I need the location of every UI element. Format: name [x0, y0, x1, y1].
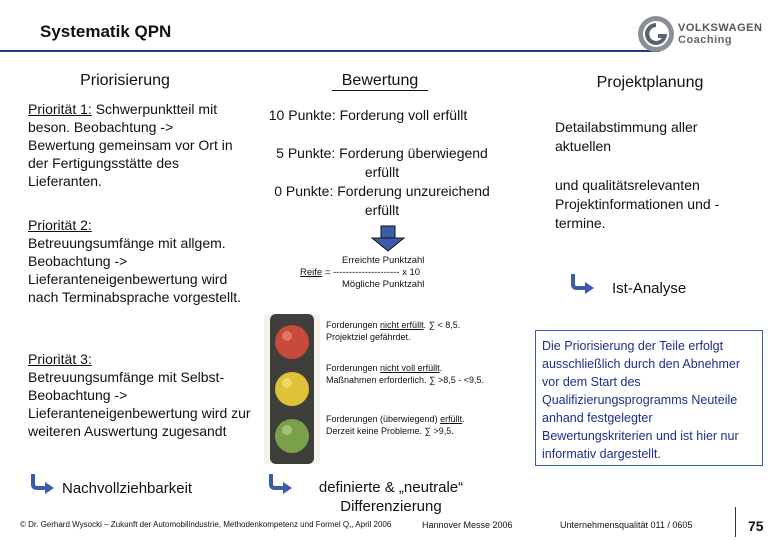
page-number: 75 — [748, 518, 764, 534]
priority-3-text: Lieferanteneigenbewertung wird zur weiteren Auswertung zugesandt — [28, 405, 251, 439]
formula-fraction-line: = --------------------- — [324, 267, 400, 278]
column-head-priorisierung-text: Priorisierung — [80, 72, 170, 89]
column-head-priorisierung — [40, 72, 210, 90]
logo-line-1: VOLKSWAGEN — [678, 22, 763, 34]
light-red-note: Projektziel gefährdet. — [326, 332, 411, 342]
logo-line-2: Coaching — [678, 34, 733, 46]
light-yellow-period: . — [439, 363, 443, 373]
down-arrow-icon — [368, 224, 408, 252]
priority-1-text: Bewertung gemeinsam vor Ort in der Fertigungsstätte des Lieferanten. — [28, 137, 233, 189]
column-head-projektplanung — [560, 74, 740, 92]
formula-denominator: Mögliche Punktzahl — [342, 279, 425, 290]
footer-author: © Dr. Gerhard Wysocki – Zukunft der Automobilindustrie, Methodenkompetenz und Formel Q,, April 2006 — [20, 520, 392, 529]
priority-3-title: Priorität 3: — [28, 351, 92, 367]
label-nachvollziehbarkeit: Nachvollziehbarkeit — [62, 480, 193, 497]
formula-label: Reife — [300, 267, 323, 278]
planning-text-1: Detailabstimmung aller aktuellen — [555, 119, 698, 154]
title-divider — [0, 50, 660, 52]
footer-divider — [735, 507, 736, 537]
priority-2-heading: Betreuungsumfänge mit allgem. Beobachtung -> — [28, 235, 226, 269]
bent-arrow-icon — [30, 472, 56, 494]
label-ist-analyse: Ist-Analyse — [612, 280, 687, 297]
points-10: 10 Punkte: Forderung voll erfüllt — [268, 107, 468, 123]
vw-coaching-logo-icon — [636, 14, 676, 54]
column-head-bewertung-text: Bewertung — [332, 72, 429, 91]
priority-2-text: Lieferanteneigenbewertung wird nach Terminabsprache vorgestellt. — [28, 271, 241, 305]
light-red-prefix: Forderungen — [326, 320, 381, 330]
logo-wordmark — [678, 22, 762, 46]
traffic-light-icon — [264, 314, 320, 464]
light-yellow-prefix: Forderungen — [326, 363, 381, 373]
priority-1-heading: Schwerpunktteil mit beson. Beobachtung -> — [28, 101, 218, 135]
column-head-projektplanung-text: Projektplanung — [596, 74, 704, 91]
light-yellow-status: nicht voll erfüllt — [380, 363, 440, 373]
priority-2-title: Priorität 2: — [28, 217, 92, 233]
points-0: 0 Punkte: Forderung unzureichend erfüllt — [274, 183, 490, 218]
priority-2-block — [28, 216, 253, 306]
formula-numerator: Erreichte Punktzahl — [342, 255, 425, 266]
footer-event: Hannover Messe 2006 — [422, 520, 513, 530]
light-red-status: nicht erfüllt — [380, 320, 424, 330]
bent-arrow-icon — [268, 472, 294, 494]
light-green-period: . — [462, 414, 465, 424]
priority-1-block — [28, 100, 253, 190]
priority-3-block — [28, 350, 253, 440]
light-green-prefix: Forderungen (überwiegend) — [326, 414, 441, 424]
label-differenzierung: definierte & „neutrale“ Differenzierung — [318, 479, 464, 515]
points-5: 5 Punkte: Forderung überwiegend erfüllt — [276, 145, 488, 180]
page-title: Systematik QPN — [40, 22, 172, 41]
light-yellow-text — [326, 362, 536, 386]
priority-3-heading: Betreuungsumfänge mit Selbst-Beobachtung -> — [28, 369, 225, 403]
formula-multiplier: x 10 — [402, 267, 421, 278]
light-green-status: erfüllt — [440, 414, 463, 424]
light-yellow-note: Maßnahmen erforderlich. ∑ >8,5 - <9,5. — [326, 375, 484, 385]
info-box: Die Priorisierung der Teile erfolgt ausschließlich durch den Abnehmer vor dem Start des Qualifizierungsprogramms Neuteile anhand festgelegter Bewertungskriterien und ist hier nur informativ dargestellt. — [535, 330, 763, 466]
planning-text-2: und qualitätsrelevanten Projektinformationen und -termine. — [555, 177, 720, 231]
column-head-bewertung — [300, 72, 460, 90]
priority-1-title: Priorität 1: — [28, 101, 92, 117]
maturity-formula — [300, 255, 500, 291]
bent-arrow-icon — [570, 272, 596, 294]
light-green-note: Derzeit keine Probleme. ∑ >9,5. — [326, 426, 454, 436]
footer-section: Unternehmensqualität 011 / 0605 — [560, 520, 693, 530]
light-green-text — [326, 413, 536, 437]
light-red-range: . ∑ < 8,5. — [423, 320, 461, 330]
light-red-text — [326, 319, 536, 343]
